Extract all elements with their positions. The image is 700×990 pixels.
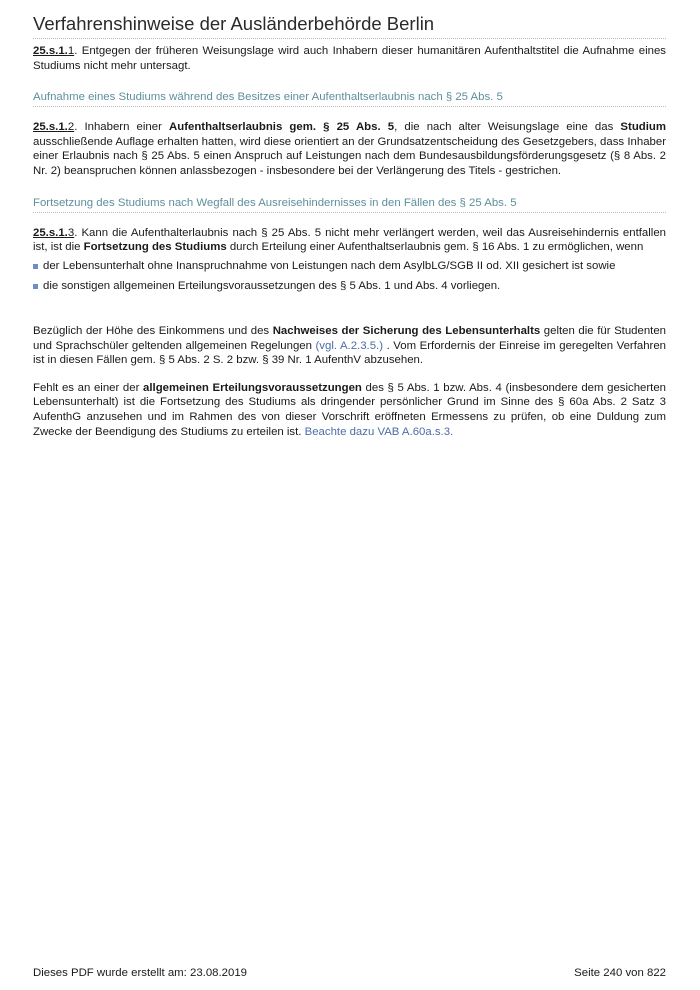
bullet-list xyxy=(33,259,666,294)
list-item: der Lebensunterhalt ohne Inanspruchnahme von Leistungen nach dem AsylbLG/SGB II od. XII gesichert ist sowie xyxy=(33,259,666,274)
section-number: 25.s.1.2 xyxy=(33,121,75,134)
bullet-square-icon xyxy=(33,264,38,269)
paragraph-erteilungsvoraussetzungen: Fehlt es an einer der allgemeinen Erteilungsvoraussetzungen des § 5 Abs. 1 bzw. Abs. 4 (insbesondere dem gesicherten Lebensunterhalt) ist die Fortsetzung des Studiums als dringender persönlicher Grund im Sinne des § 60a Abs. 2 Satz 3 AufenthG anzusehen und im Rahmen des von dieser Vorschrift eröffneten Ermessens zu prüfen, ob eine Duldung zum Zwecke der Beendigung des Studiums zu erteilen ist. Beachte dazu VAB A.60a.s.3. xyxy=(33,381,667,438)
list-item: die sonstigen allgemeinen Erteilungsvoraussetzungen des § 5 Abs. 1 und Abs. 4 vorliegen. xyxy=(33,279,666,294)
paragraph-25-s-1-3: 25.s.1.3. Kann die Aufenthalterlaubnis nach § 25 Abs. 5 nicht mehr verlängert werden, weil das Ausreisehindernis entfallen ist, ist die Fortsetzung des Studiums durch Erteilung einer Aufenthaltserlaubnis gem. § 16 Abs. 1 zu ermöglichen, wenn xyxy=(33,226,666,254)
paragraph-lebensunterhalt: Bezüglich der Höhe des Einkommens und des Nachweises der Sicherung des Lebensunterhalts gelten die für Studenten und Sprachschüler geltenden allgemeinen Regelungen (vgl. A.2.3.5.) . Vom Erfordernis der Einreise im geregelten Verfahren ist in diesen Fällen gem. § 5 Abs. 2 S. 2 bzw. § 39 Nr. 1 AufenthV abzusehen. xyxy=(33,324,667,367)
reference-link-a-2-3-5[interactable]: (vgl. A.2.3.5.) xyxy=(315,339,384,352)
page-title: Verfahrenshinweise der Ausländerbehörde Berlin xyxy=(33,12,666,39)
bullet-square-icon xyxy=(33,284,38,289)
section-number: 25.s.1.1 xyxy=(33,45,75,57)
footer-page-number: Seite 240 von 822 xyxy=(574,967,666,979)
reference-link-vab-a-60a-s-3[interactable]: Beachte dazu VAB A.60a.s.3. xyxy=(304,425,454,438)
document-page xyxy=(33,12,666,439)
section-heading-fortsetzung-studium: Fortsetzung des Studiums nach Wegfall des Ausreisehindernisses in den Fällen des § 25 Abs. 5 xyxy=(33,196,666,213)
paragraph-25-s-1-1: 25.s.1.1. Entgegen der früheren Weisungslage wird auch Inhabern dieser humanitären Aufenthaltstitel die Aufnahme eines Studiums nicht mehr untersagt. xyxy=(33,45,666,72)
section-heading-aufnahme-studium: Aufnahme eines Studiums während des Besitzes einer Aufenthaltserlaubnis nach § 25 Abs. 5 xyxy=(33,90,666,107)
section-number: 25.s.1.3 xyxy=(33,226,75,239)
paragraph-25-s-1-2: 25.s.1.2. Inhabern einer Aufenthaltserlaubnis gem. § 25 Abs. 5, die nach alter Weisungslage eine das Studium ausschließende Auflage erhalten hatten, wird diese orientiert an der Grundsatzentscheidung des Gesetzgebers, dass Inhaber einer Erlaubnis nach § 25 Abs. 5 einen Anspruch auf Leistungen nach dem Bundesausbildungsförderungsgesetz (§ 8 Abs. 2 Nr. 2) beanspruchen können anlassbezogen - insbesondere bei der Verlängerung des Titels - gestrichen. xyxy=(33,121,666,177)
footer-created-date: Dieses PDF wurde erstellt am: 23.08.2019 xyxy=(33,967,247,979)
